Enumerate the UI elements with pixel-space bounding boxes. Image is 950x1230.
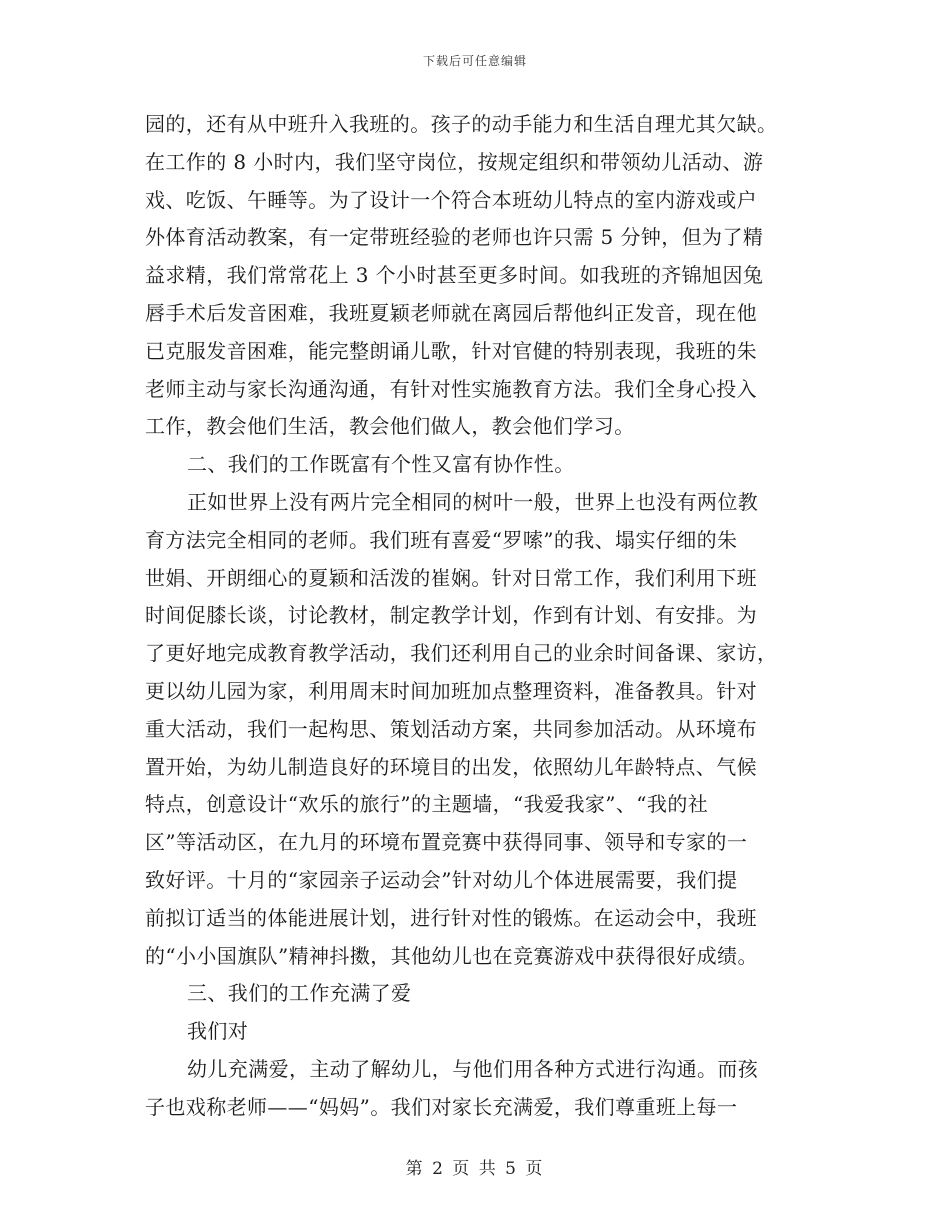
text-line: 幼儿充满爱，主动了解幼儿，与他们用各种方式进行沟通。而孩 (187, 1056, 759, 1081)
text-line: 特点，创意设计“欢乐的旅行”的主题墙，“我爱我家”、“我的社 (145, 792, 709, 817)
text-line: 戏、吃饭、午睡等。为了设计一个符合本班幼儿特点的室内游戏或户 (145, 187, 757, 212)
text-line: 二、我们的工作既富有个性又富有协作性。 (187, 452, 575, 477)
text-line: 工作，教会他们生活，教会他们做人，教会他们学习。 (145, 414, 635, 439)
text-line: 的“小小国旗队”精神抖擞，其他幼儿也在竞赛游戏中获得很好成绩。 (145, 943, 758, 968)
text-line: 园的，还有从中班升入我班的。孩子的动手能力和生活自理尤其欠缺。 (145, 112, 778, 136)
text-line: 育方法完全相同的老师。我们班有喜爱“罗嗦”的我、塌实仔细的朱 (145, 527, 738, 552)
text-line: 唇手术后发音困难，我班夏颖老师就在离园后帮他纠正发音，现在他 (145, 300, 757, 325)
text-line: 我们对 (187, 1019, 249, 1044)
text-line: 外体育活动教案，有一定带班经验的老师也许只需 5 分钟，但为了精 (145, 225, 764, 250)
text-line: 已克服发音困难，能完整朗诵儿歌，针对官健的特别表现，我班的朱 (145, 338, 757, 363)
page-number: 第 2 页 共 5 页 (405, 1159, 545, 1179)
text-line: 正如世界上没有两片完全相同的树叶一般，世界上也没有两位教 (187, 489, 759, 514)
text-line: 世娟、开朗细心的夏颖和活泼的崔娴。针对日常工作，我们利用下班 (145, 565, 757, 590)
text-line: 前拟订适当的体能进展计划，进行针对性的锻炼。在运动会中，我班 (145, 905, 757, 930)
text-line: 重大活动，我们一起构思、策划活动方案，共同参加活动。从环境布 (145, 716, 757, 741)
text-line: 区”等活动区，在九月的环境布置竞赛中获得同事、领导和专家的一 (145, 830, 748, 855)
text-line: 时间促膝长谈，讨论教材，制定教学计划，作到有计划、有安排。为 (145, 603, 757, 628)
text-line: 老师主动与家长沟通沟通，有针对性实施教育方法。我们全身心投入 (145, 376, 757, 401)
text-line: 了更好地完成教育教学活动，我们还利用自己的业余时间备课、家访， (145, 641, 778, 666)
text-line: 置开始，为幼儿制造良好的环境目的出发，依照幼儿年龄特点、气候 (145, 754, 757, 779)
text-line: 子也戏称老师——“妈妈”。我们对家长充满爱，我们尊重班上每一 (145, 1094, 738, 1119)
text-line: 三、我们的工作充满了爱 (187, 981, 412, 1006)
text-line: 更以幼儿园为家，利用周末时间加班加点整理资料，准备教具。针对 (145, 678, 757, 703)
document-body (145, 106, 810, 1127)
text-line: 致好评。十月的“家园亲子运动会”针对幼儿个体进展需要，我们提 (145, 867, 738, 892)
page-header: 下载后可任意编辑 (422, 54, 527, 68)
text-line: 在工作的 8 小时内，我们坚守岗位，按规定组织和带领幼儿活动、游 (145, 149, 764, 174)
text-line: 益求精，我们常常花上 3 个小时甚至更多时间。如我班的齐锦旭因兔 (145, 263, 764, 288)
